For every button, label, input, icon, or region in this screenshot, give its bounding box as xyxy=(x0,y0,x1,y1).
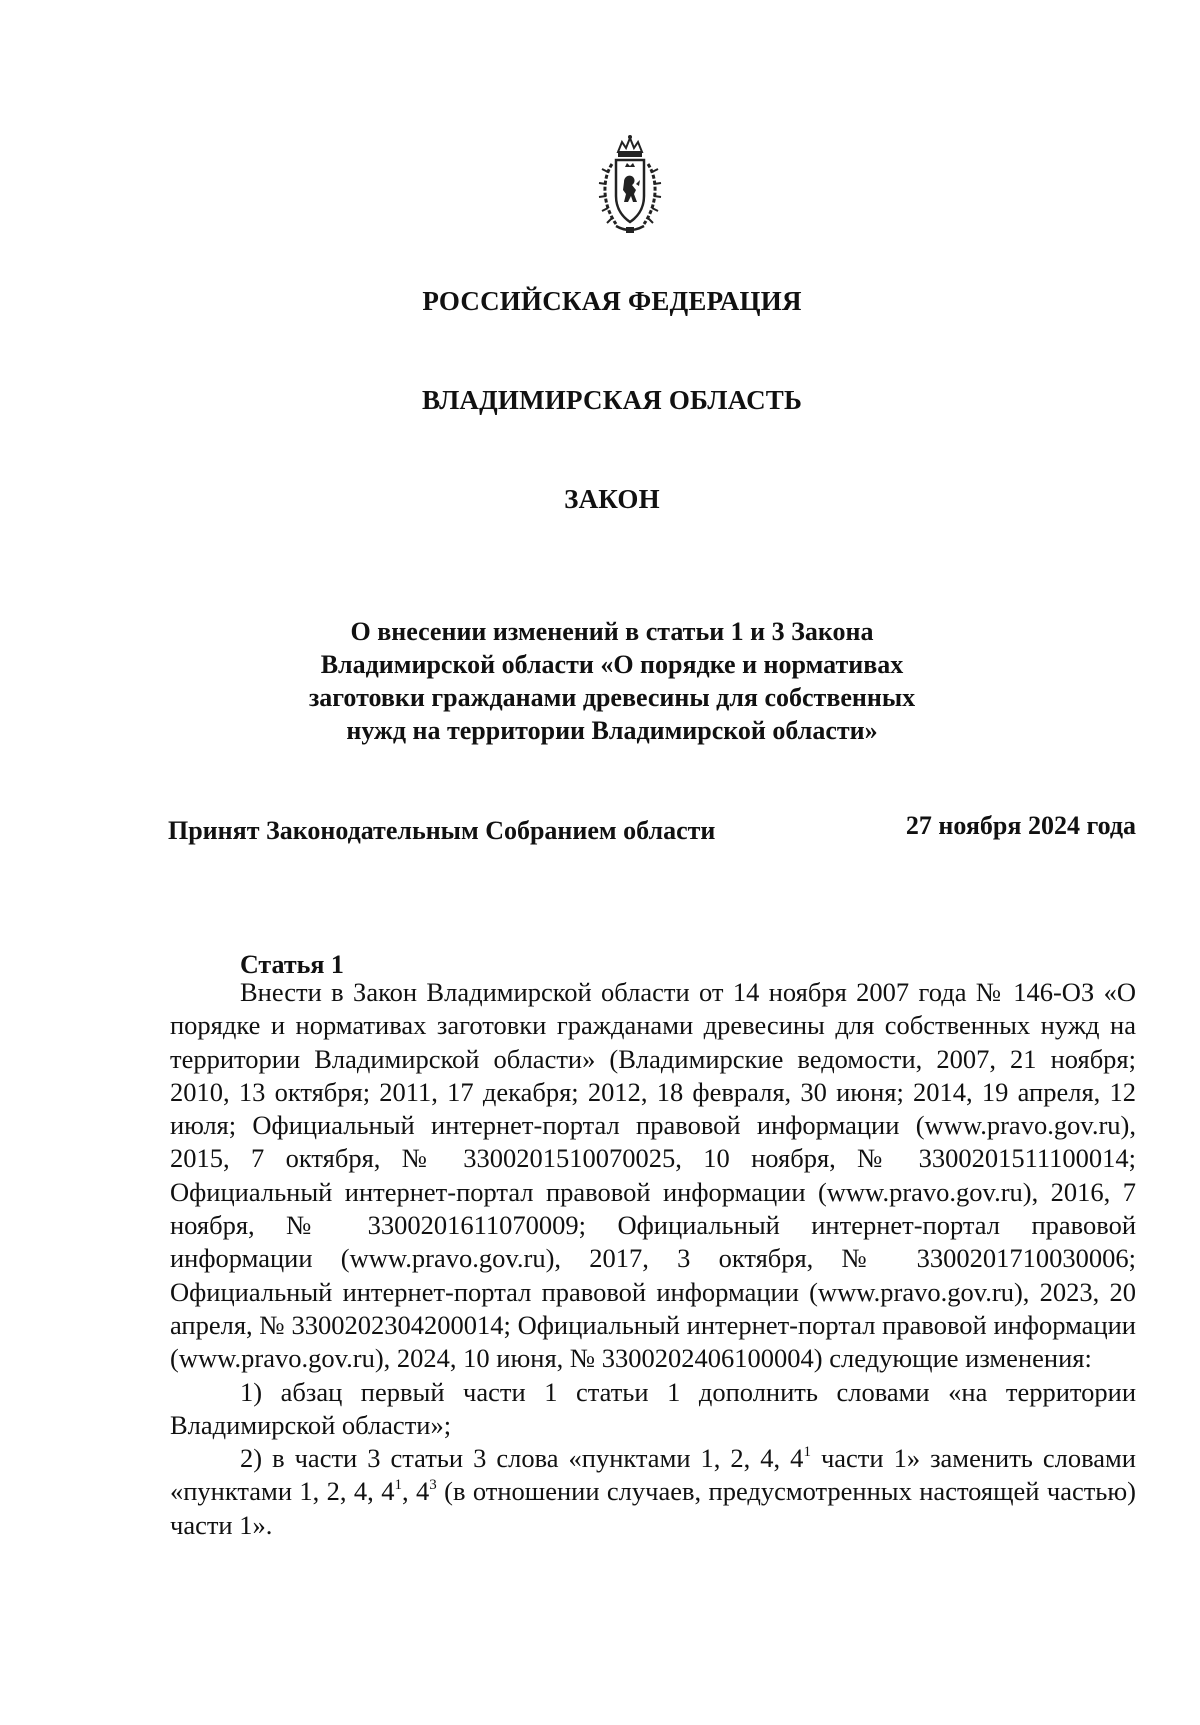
item-2-text-c: , 4 xyxy=(401,1476,430,1507)
item-2-text-d: (в отношении случаев, предусмотренных настоящей частью) части 1». xyxy=(170,1476,1137,1540)
article-1-item-1: 1) абзац первый части 1 статьи 1 дополнить словами «на территории Владимирской области»; xyxy=(170,1376,1136,1440)
article-1-item-2 xyxy=(170,1442,1136,1542)
adoption-label: Принят Законодательным Собранием области xyxy=(168,816,716,845)
law-title-line: Владимирской области «О порядке и нормативах xyxy=(320,650,904,679)
superscript: 1 xyxy=(803,1444,811,1461)
article-1-heading: Статья 1 xyxy=(240,950,344,979)
region-heading: ВЛАДИМИРСКАЯ ОБЛАСТЬ xyxy=(421,385,803,415)
law-title-line: нужд на территории Владимирской области» xyxy=(346,716,878,745)
law-title xyxy=(12,615,1200,747)
superscript: 3 xyxy=(429,1477,437,1494)
article-1-intro: Внести в Закон Владимирской области от 14 ноября 2007 года № 146-ОЗ «О порядке и нормативах заготовки гражданами древесины для собственных нужд на территории Владимирской области» (Владимирские ведомости, 2007, 21 ноября; 2010, 13 октября; 2011, 17 декабря; 2012, 18 февраля, 30 июня; 2014, 19 апреля, 12 июля; Официальный интернет-портал правовой информации (www.pravo.gov.ru), 2015, 7 октября, № 3300201510070025, 10 ноября, № 3300201511100014; Официальный интернет-портал правовой информации (www.pravo.gov.ru), 2016, 7 ноября, № 3300201611070009; Официальный интернет-портал правовой информации (www.pravo.gov.ru), 2017, 3 октября, № 3300201710030006; Официальный интернет-портал правовой информации (www.pravo.gov.ru), 2023, 20 апреля, № 3300202304200014; Официальный интернет-портал правовой информации (www.pravo.gov.ru), 2024, 10 июня, № 3300202406100004) следующие изменения: xyxy=(170,977,1136,1374)
law-title-line: О внесении изменений в статьи 1 и 3 Закона xyxy=(350,617,874,646)
law-title-line: заготовки гражданами древесины для собственных xyxy=(308,683,916,712)
article-1-body xyxy=(170,976,1136,1542)
adoption-date: 27 ноября 2024 года xyxy=(905,811,1136,840)
item-2-text-b: части 1» заменить словами «пунктами 1, 2, 4, 4 xyxy=(170,1443,1136,1507)
country-heading: РОССИЙСКАЯ ФЕДЕРАЦИЯ xyxy=(422,286,802,316)
item-2-text-a: 2) в части 3 статьи 3 слова «пунктами 1, 2, 4, 4 xyxy=(240,1443,804,1474)
superscript: 1 xyxy=(394,1477,402,1494)
document-type-heading: ЗАКОН xyxy=(564,484,660,514)
regional-coat-of-arms-icon xyxy=(598,134,662,238)
